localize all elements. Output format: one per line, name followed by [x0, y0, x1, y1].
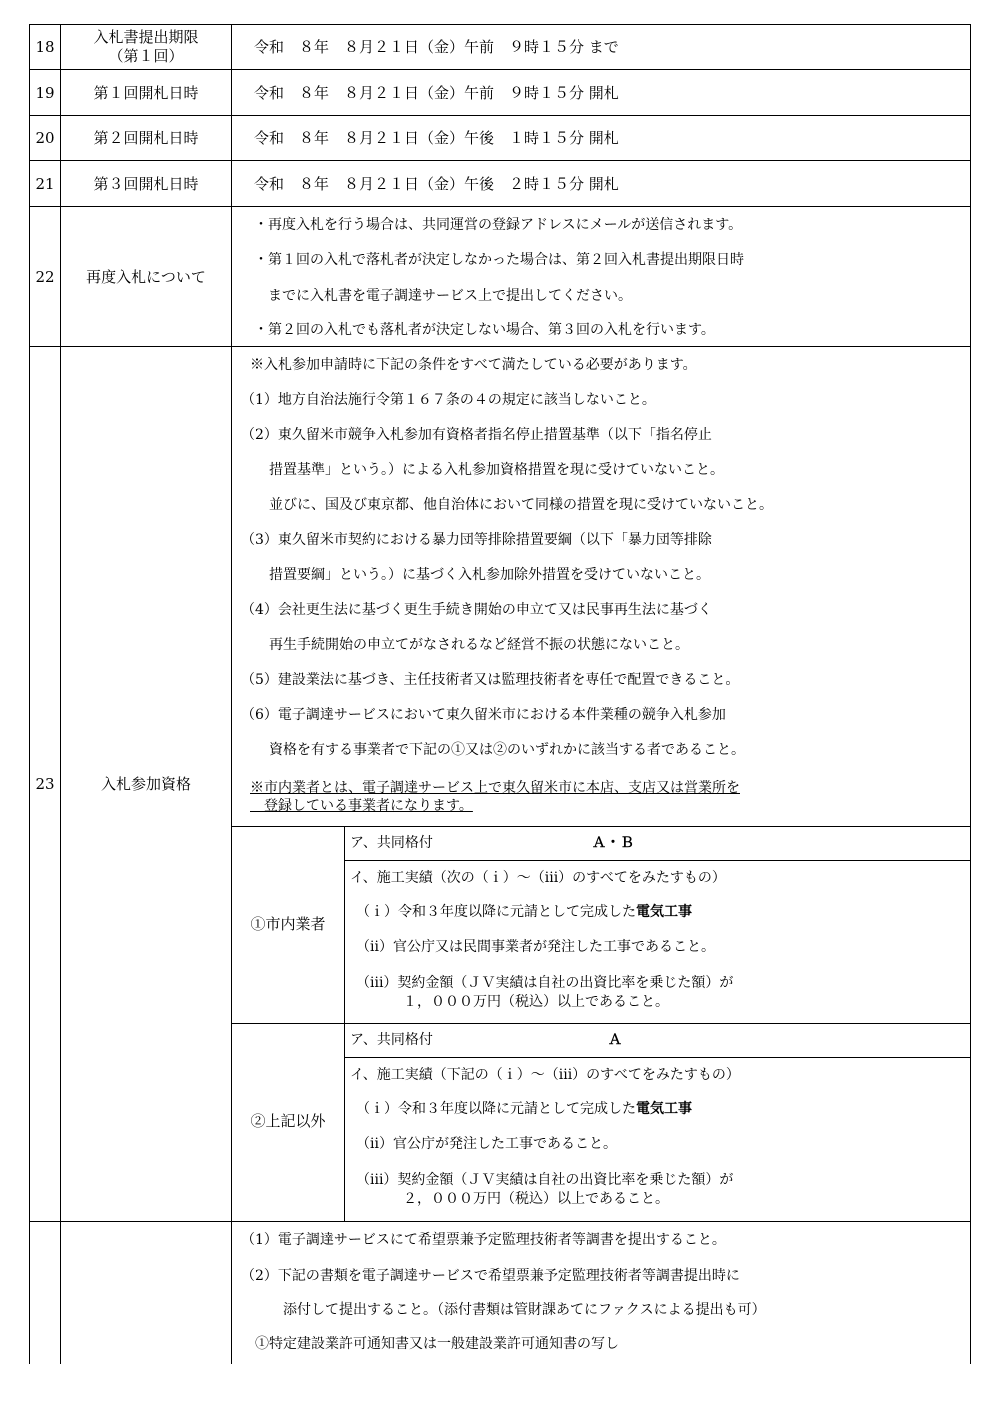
- row24-line: ①特定建設業許可通知書又は一般建設業許可通知書の写し: [241, 1336, 619, 1352]
- row23-line: ※入札参加申請時に下記の条件をすべて満たしている必要があります。: [250, 357, 697, 373]
- row-label: 再度入札について: [86, 268, 206, 286]
- row-label-line1: 入札書提出期限: [93, 28, 199, 46]
- sub1-label: ①市内業者: [250, 915, 326, 933]
- row23-line: 資格を有する事業者で下記の①又は②のいずれかに該当する者であること。: [241, 742, 745, 758]
- sub1-perf-i: （ｉ）令和３年度以降に元請として完成した電気工事: [356, 904, 692, 920]
- row-value: 令和 ８年 ８月２１日（金）午後 １時１５分 開札: [254, 129, 619, 147]
- row23-line: 措置基準」という。）による入札参加資格措置を現に受けていないこと。: [241, 462, 724, 478]
- sub2-perf-i: （ｉ）令和３年度以降に元請として完成した電気工事: [356, 1101, 692, 1117]
- row-label: 第２回開札日時: [93, 129, 199, 147]
- col-divider-num: [60, 24, 61, 1364]
- sub1-grade-label: ア、共同格付: [350, 835, 433, 851]
- sub1-perf-ii: （ii）官公庁又は民間事業者が発注した工事であること。: [356, 939, 715, 955]
- sub1-perf-iii: （iii）契約金額（ＪＶ実績は自社の出資比率を乗じた額）が: [356, 975, 734, 991]
- sub-line: [231, 826, 971, 827]
- sub2-perf-ii: （ii）官公庁が発注した工事であること。: [356, 1136, 617, 1152]
- row22-line: ・第１回の入札で落札者が決定しなかった場合は、第２回入札書提出期限日時: [254, 252, 744, 268]
- row22-line: ・第２回の入札でも落札者が決定しない場合、第３回の入札を行います。: [254, 322, 715, 338]
- row-line: [29, 206, 971, 207]
- row-line: [29, 24, 971, 25]
- row23-line: 措置要綱」という。）に基づく入札参加除外措置を受けていないこと。: [241, 567, 710, 583]
- sub-line: [344, 1057, 971, 1058]
- sub1-perf-title: イ、施工実績（次の（ｉ）～（iii）のすべてをみたすもの）: [350, 870, 726, 886]
- row-label: 第３回開札日時: [93, 175, 199, 193]
- row-number: 20: [35, 129, 55, 147]
- row-line: [29, 160, 971, 161]
- row-number: 18: [35, 38, 55, 56]
- row-number: 21: [35, 175, 55, 193]
- row23-line: （5）建設業法に基づき、主任技術者又は監理技術者を専任で配置できること。: [241, 672, 740, 688]
- sub2-grade-value: Ａ: [608, 1032, 622, 1048]
- sub2-perf-iii-amount: ２，０００万円（税込）以上であること。: [403, 1191, 669, 1207]
- row-value: 令和 ８年 ８月２１日（金）午前 ９時１５分 開札: [254, 84, 619, 102]
- row23-line: 再生手続開始の申立てがなされるなど経営不振の状態にないこと。: [241, 637, 689, 653]
- row23-line: （4）会社更生法に基づく更生手続き開始の申立て又は民事再生法に基づく: [241, 602, 712, 618]
- row-label: 入札参加資格: [100, 775, 191, 793]
- row23-line: （2）東久留米市競争入札参加有資格者指名停止措置基準（以下「指名停止: [241, 427, 712, 443]
- row-value: 令和 ８年 ８月２１日（金）午前 ９時１５分 まで: [254, 38, 619, 56]
- table-border-left: [29, 24, 30, 1364]
- table-border-right: [970, 24, 971, 1364]
- sub1-grade-value: Ａ・Ｂ: [592, 835, 634, 851]
- row24-line: 添付して提出すること。（添付書類は管財課あてにファクスによる提出も可）: [241, 1302, 766, 1318]
- row23-line: （1）地方自治法施行令第１６７条の４の規定に該当しないこと。: [241, 392, 656, 408]
- row-number: 19: [35, 84, 55, 102]
- col-divider-label: [231, 24, 232, 1364]
- row-number: 22: [35, 268, 55, 286]
- row23-line: 並びに、国及び東京都、他自治体において同様の措置を現に受けていないこと。: [241, 497, 773, 513]
- row-value: 令和 ８年 ８月２１日（金）午後 ２時１５分 開札: [254, 175, 619, 193]
- row23-line: （6）電子調達サービスにおいて東久留米市における本件業種の競争入札参加: [241, 707, 726, 723]
- sub2-grade-label: ア、共同格付: [350, 1032, 433, 1048]
- row22-line: ・再度入札を行う場合は、共同運営の登録アドレスにメールが送信されます。: [254, 217, 743, 233]
- row-label: 第１回開札日時: [93, 84, 199, 102]
- row-label-line2: （第１回）: [108, 47, 184, 65]
- row23-line: （3）東久留米市契約における暴力団等排除措置要綱（以下「暴力団等排除: [241, 532, 712, 548]
- row-line: [29, 1221, 971, 1222]
- sub2-perf-title: イ、施工実績（下記の（ｉ）～（iii）のすべてをみたすもの）: [350, 1067, 740, 1083]
- row23-note: 登録している事業者になります。: [250, 798, 473, 814]
- sub2-perf-iii: （iii）契約金額（ＪＶ実績は自社の出資比率を乗じた額）が: [356, 1172, 734, 1188]
- sub2-label: ②上記以外: [250, 1112, 326, 1130]
- sub1-perf-iii-amount: １，０００万円（税込）以上であること。: [403, 994, 669, 1010]
- row-line: [29, 69, 971, 70]
- row24-line: （2）下記の書類を電子調達サービスで希望票兼予定監理技術者等調書提出時に: [241, 1268, 740, 1284]
- row-line: [29, 115, 971, 116]
- row24-line: （1）電子調達サービスにて希望票兼予定監理技術者等調書を提出すること。: [241, 1232, 726, 1248]
- sub-line: [231, 1023, 971, 1024]
- row22-line: までに入札書を電子調達サービス上で提出してください。: [254, 288, 632, 304]
- row23-note: ※市内業者とは、電子調達サービス上で東久留米市に本店、支店又は営業所を: [250, 780, 740, 796]
- row-number: 23: [35, 775, 55, 793]
- row-line: [29, 346, 971, 347]
- sub-line: [344, 860, 971, 861]
